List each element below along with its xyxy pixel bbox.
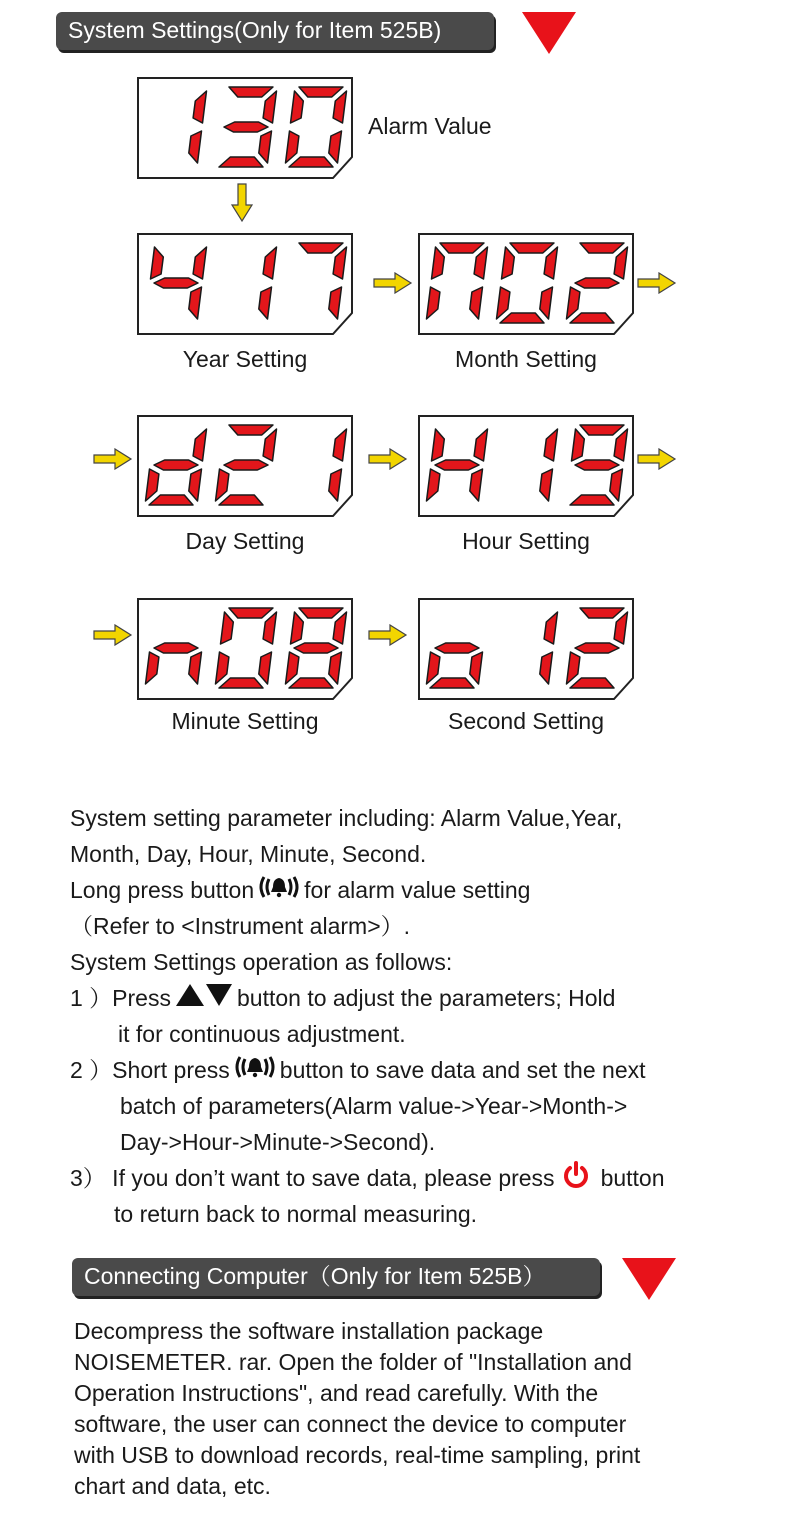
instructions xyxy=(70,800,665,1232)
step-3 xyxy=(70,1160,665,1196)
power-icon xyxy=(561,1160,591,1200)
segment-g xyxy=(575,643,619,653)
alarm-bell-icon xyxy=(233,1053,277,1091)
instruction-line xyxy=(70,872,665,908)
label-minute-setting: Minute Setting xyxy=(171,708,319,734)
instruction-line: Month, Day, Hour, Minute, Second. xyxy=(70,841,427,867)
instruction-text: 2 ）Short press xyxy=(70,1057,230,1083)
display-alarm xyxy=(137,77,353,179)
arrow-down-icon xyxy=(231,183,253,223)
display-hour xyxy=(418,415,634,517)
instruction-text: 3） If you don’t want to save data, please press xyxy=(70,1165,555,1192)
segment-g xyxy=(154,460,198,470)
segment-g xyxy=(154,278,198,288)
arrow-right-icon xyxy=(373,272,413,294)
label-month-setting: Month Setting xyxy=(455,346,597,372)
arrow-right-icon xyxy=(637,272,677,294)
connecting-computer-text xyxy=(74,1316,640,1502)
step-2 xyxy=(70,1052,665,1088)
paragraph-line: Decompress the software installation package xyxy=(74,1318,544,1344)
display-day xyxy=(137,415,353,517)
step-1 xyxy=(70,980,665,1016)
up-down-triangle-icon xyxy=(174,982,234,1018)
instruction-text: for alarm value setting xyxy=(304,877,531,903)
red-triangle-marker xyxy=(522,12,576,54)
instruction-text: button to adjust the parameters; Hold xyxy=(236,985,616,1011)
paragraph-line: chart and data, etc. xyxy=(74,1473,271,1499)
segment-g xyxy=(224,122,268,132)
arrow-right-icon xyxy=(93,448,133,470)
label-alarm-value: Alarm Value xyxy=(368,113,492,139)
segment-g xyxy=(154,643,198,653)
red-triangle-marker xyxy=(622,1258,676,1300)
display-month xyxy=(418,233,634,335)
segment-g xyxy=(435,643,479,653)
label-second-setting: Second Setting xyxy=(447,708,604,734)
arrow-right-icon xyxy=(368,624,408,646)
paragraph-line: with USB to download records, real-time sampling, print xyxy=(74,1442,641,1468)
instruction-text: button to save data and set the next xyxy=(279,1057,646,1083)
section-title-connecting-computer: Connecting Computer（Only for Item 525B） xyxy=(72,1258,600,1296)
segment-g xyxy=(575,278,619,288)
label-year-setting: Year Setting xyxy=(182,346,308,372)
instruction-text: 1 ）Press xyxy=(70,985,171,1011)
section-title-system-settings: System Settings(Only for Item 525B) xyxy=(56,12,494,50)
instruction-line: batch of parameters(Alarm value->Year->Month-> xyxy=(120,1093,628,1119)
paragraph-line: NOISEMETER. rar. Open the folder of "Installation and xyxy=(74,1349,632,1375)
label-hour-setting: Hour Setting xyxy=(462,528,590,554)
segment-g xyxy=(224,460,268,470)
instruction-line: to return back to normal measuring. xyxy=(114,1201,478,1227)
segment-g xyxy=(435,460,479,470)
arrow-right-icon xyxy=(368,448,408,470)
instruction-line: Day->Hour->Minute->Second). xyxy=(120,1129,436,1155)
segment-g xyxy=(294,643,338,653)
paragraph-line: Operation Instructions", and read carefully. With the xyxy=(74,1380,599,1406)
alarm-bell-icon xyxy=(257,873,301,911)
instruction-line: （Refer to <Instrument alarm>）. xyxy=(70,913,411,939)
instruction-line: it for continuous adjustment. xyxy=(118,1021,406,1047)
arrow-right-icon xyxy=(93,624,133,646)
instruction-text: Long press button xyxy=(70,877,255,903)
display-minute xyxy=(137,598,353,700)
display-year xyxy=(137,233,353,335)
instruction-text: button xyxy=(600,1165,665,1192)
paragraph-line: software, the user can connect the device to computer xyxy=(74,1411,627,1437)
instruction-line: System setting parameter including: Alarm Value,Year, xyxy=(70,805,623,831)
arrow-right-icon xyxy=(637,448,677,470)
segment-g xyxy=(575,460,619,470)
label-day-setting: Day Setting xyxy=(185,528,305,554)
instruction-line: System Settings operation as follows: xyxy=(70,949,453,975)
display-second xyxy=(418,598,634,700)
